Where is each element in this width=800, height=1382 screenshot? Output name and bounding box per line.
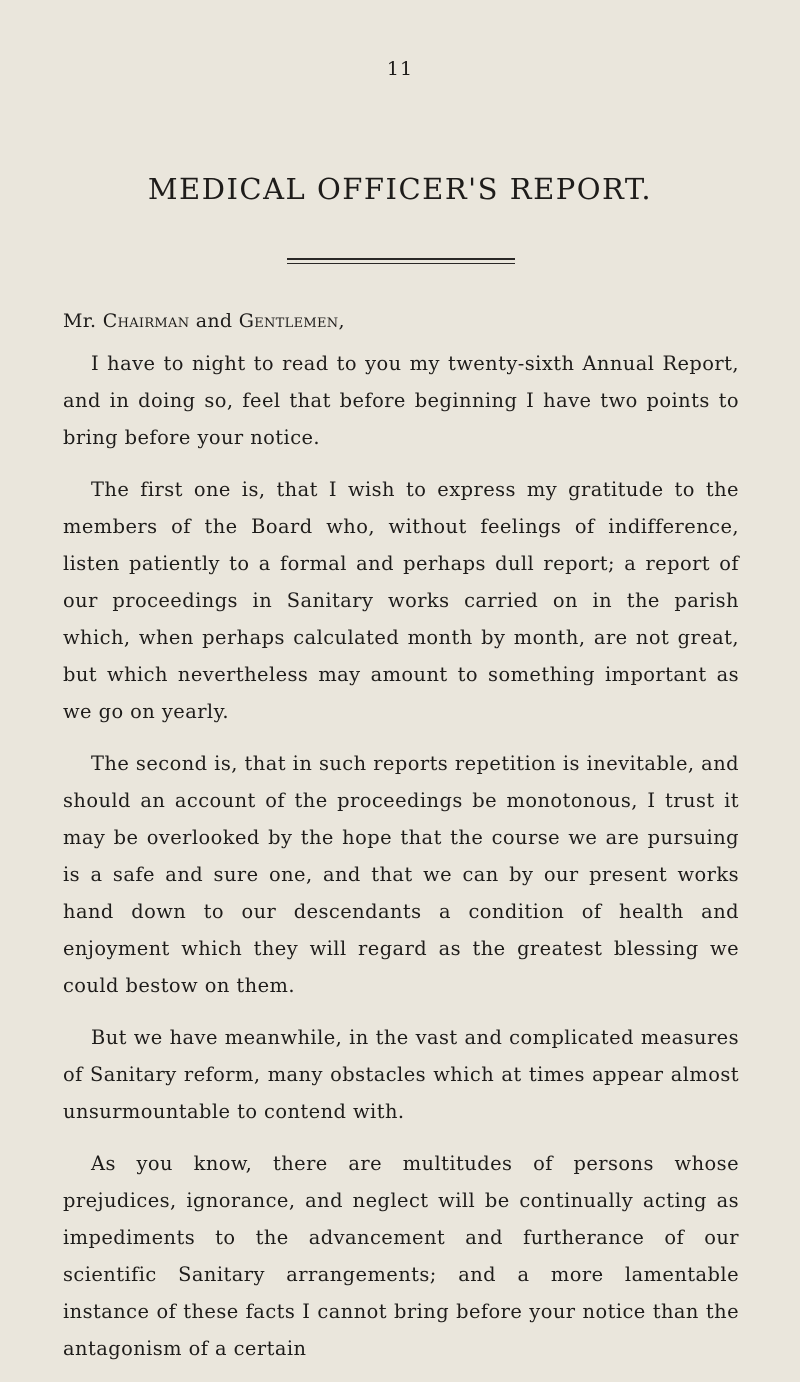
- paragraph-2: The first one is, that I wish to express my gratitude to the members of the Board who, without feelings of indifference, listen patiently to a formal and perhaps dull report; a report of our proceedings in Sanitary works carried on in the parish which, when perhaps calculated month by month, are not great, but which nevertheless may amount to something important as we go on yearly.: [63, 478, 739, 723]
- salutation-prefix: Mr.: [63, 310, 97, 332]
- report-body: [63, 345, 739, 1382]
- salutation-gentlemen: Gentlemen,: [238, 310, 345, 332]
- salutation: [63, 310, 345, 332]
- paragraph-1: I have to night to read to you my twenty-sixth Annual Report, and in doing so, feel that before beginning I have two points to bring before your notice.: [63, 352, 739, 449]
- page-title: MEDICAL OFFICER'S REPORT.: [147, 172, 653, 206]
- paragraph-3: The second is, that in such reports repetition is inevitable, and should an account of the proceedings be monotonous, I trust it may be overlooked by the hope that the course we are pursuing is a safe and sure one, and that we can by our present works hand down to our descendants a condition of health and enjoyment which they will regard as the greatest blessing we could bestow on them.: [63, 752, 739, 997]
- salutation-chairman: Chairman: [102, 310, 190, 332]
- double-rule-divider: [287, 258, 515, 264]
- paragraph-5: As you know, there are multitudes of persons whose prejudices, ignorance, and neglect will be continually acting as impediments to the advancement and furtherance of our scientific Sanitary arrangements; and a more lamentable instance of these facts I cannot bring before your notice than the antagonism of a certain: [63, 1152, 739, 1360]
- page-number: 11: [386, 58, 414, 80]
- salutation-and: and: [195, 310, 233, 332]
- paragraph-4: But we have meanwhile, in the vast and complicated measures of Sanitary reform, many obstacles which at times appear almost unsurmountable to contend with.: [63, 1026, 739, 1123]
